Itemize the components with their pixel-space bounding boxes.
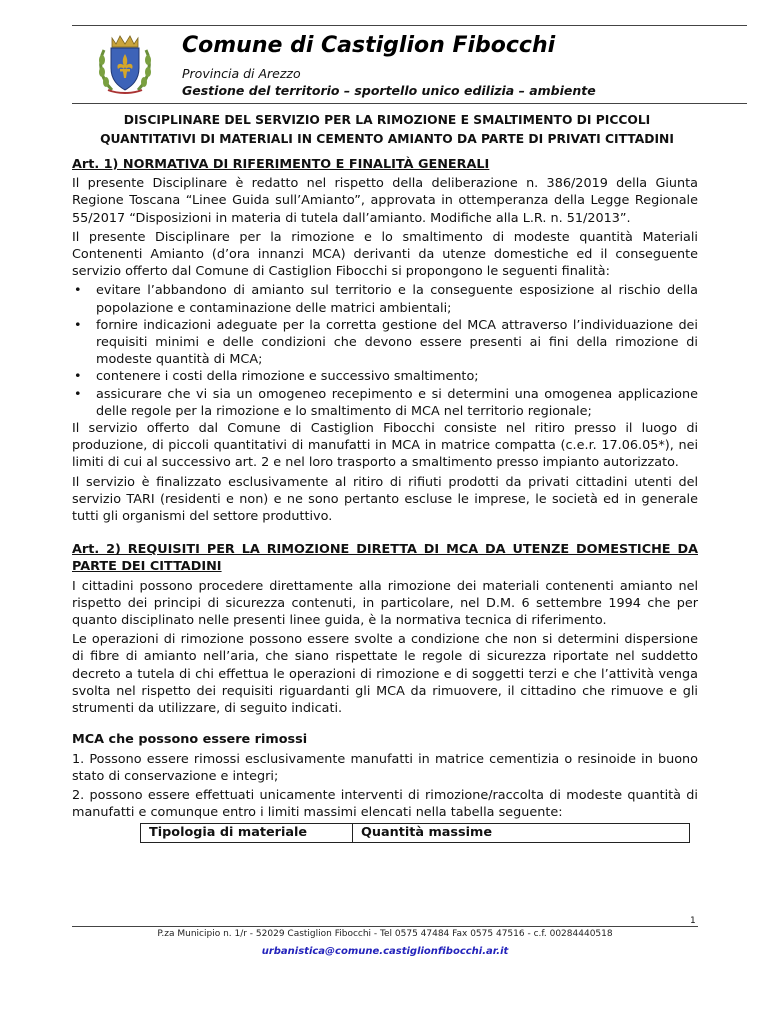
material-limits-table (140, 823, 690, 843)
list-item-text: fornire indicazioni adeguate per la corretta gestione del MCA attraverso l’individuazione dei requisiti minimi e delle condizioni che devono essere presenti ai fini della rimozione di modeste quantità di MCA; (96, 317, 698, 368)
header-bottom-rule (72, 103, 747, 104)
list-item (72, 282, 698, 316)
bullet-icon: • (74, 317, 82, 333)
header-top-rule (72, 25, 747, 26)
province-label: Provincia di Arezzo (182, 66, 301, 81)
footer-address: P.za Municipio n. 1/r - 52029 Castiglion Fibocchi - Tel 0575 47484 Fax 0575 47516 - c.f. 00284440518 (157, 929, 613, 939)
document-title-line-1: DISCIPLINARE DEL SERVIZIO PER LA RIMOZIONE E SMALTIMENTO DI PICCOLI (123, 113, 651, 127)
bullet-icon: • (74, 283, 82, 299)
spacer (72, 719, 698, 731)
list-item-text: evitare l’abbandono di amianto sul territorio e la conseguente esposizione al rischio della popolazione e contaminazione delle matrici ambientali; (96, 283, 698, 316)
spacer (72, 527, 698, 541)
document-title-line-2: QUANTITATIVI DI MATERIALI IN CEMENTO AMIANTO DA PARTE DI PRIVATI CITTADINI (100, 132, 674, 146)
article-1-goals-list (72, 282, 698, 420)
table-header-row (141, 824, 690, 843)
article-1-paragraph-2: Il presente Disciplinare per la rimozione e lo smaltimento di modeste quantità Materiali Contenenti Amianto (d’ora innanzi MCA) derivanti da utenze domestiche ed il conseguente servizio offerto dal Comune di Castiglion Fibocchi si propongono le seguenti finalità: (72, 229, 698, 280)
department-label: Gestione del territorio – sportello unico edilizia – ambiente (182, 83, 596, 98)
article-1-paragraph-4: Il servizio è finalizzato esclusivamente al ritiro di rifiuti prodotti da privati cittadini utenti del servizio TARI (residenti e non) e ne sono pertanto escluse le imprese, le società ed in generale tutti gli organismi del settore produttivo. (72, 474, 698, 525)
document-body (72, 156, 698, 843)
list-item-text: contenere i costi della rimozione e successivo smaltimento; (96, 369, 479, 385)
article-1-paragraph-3: Il servizio offerto dal Comune di Castiglion Fibocchi consiste nel ritiro presso il luogo di produzione, di piccoli quantitativi di manufatti in MCA in matrice compatta (c.e.r. 17.06.05*), nei limiti di cui al successivo art. 2 e nel loro trasporto a smaltimento presso impianto autorizzato. (72, 421, 698, 471)
bullet-icon: • (74, 369, 82, 385)
bullet-icon: • (74, 386, 82, 402)
article-2-paragraph-1: I cittadini possono procedere direttamente alla rimozione dei materiali contenenti amianto nel rispetto dei principi di sicurezza contenuti, in particolare, nel D.M. 6 settembre 1994 che per quanto disciplinato nelle presenti linee guida, è la normativa tecnica di riferimento. (72, 578, 698, 629)
mca-item-1: 1. Possono essere rimossi esclusivamente manufatti in matrice cementizia o resinoide in buono stato di conservazione e integri; (72, 751, 698, 784)
document-title (72, 111, 702, 149)
mca-item-2: 2. possono essere effettuati unicamente interventi di rimozione/raccolta di modeste quantità di manufatti e comunque entro i limiti massimi elencati nella tabella seguente: (72, 787, 698, 821)
footer-email-link[interactable]: urbanistica@comune.castiglionfibocchi.ar.it (261, 946, 509, 957)
footer-rule (72, 926, 698, 927)
page-number: 1 (690, 916, 696, 926)
article-1-heading: Art. 1) NORMATIVA DI RIFERIMENTO E FINALITÀ GENERALI (72, 157, 490, 172)
list-item-text: assicurare che vi sia un omogeneo recepimento e si determini una omogenea applicazione delle regole per la rimozione e lo smaltimento di MCA nel territorio regionale; (96, 386, 698, 419)
mca-removable-subheading: MCA che possono essere rimossi (72, 732, 308, 748)
article-1-paragraph-1: Il presente Disciplinare è redatto nel rispetto della deliberazione n. 386/2019 della Giunta Regione Toscana “Linee Guida sull’Amianto”, approvata in ottemperanza della Legge Regionale 55/2017 “Disposizioni in materia di tutela dall’amianto. Modifiche alla L.R. n. 51/2013”. (72, 176, 698, 226)
list-item (72, 317, 698, 369)
list-item (72, 368, 698, 385)
article-2-paragraph-2: Le operazioni di rimozione possono essere svolte a condizione che non si determini dispersione di fibre di amianto nell’aria, che siano rispettate le regole di sicurezza riportate nel suddetto decreto a tutela di chi effettua le operazioni di rimozione e di soggetti terzi e che l’attività venga svolta nel rispetto dei requisiti riguardanti gli MCA da rimuovere, il cittadino che rimuove e gli strumenti da utilizzare, di seguito indicati. (72, 632, 698, 717)
list-item (72, 386, 698, 420)
table-header-material-type: Tipologia di materiale (141, 824, 353, 843)
table-header-max-quantity: Quantità massime (353, 824, 690, 843)
article-2-heading: Art. 2) REQUISITI PER LA RIMOZIONE DIRETTA DI MCA DA UTENZE DOMESTICHE DA PARTE DEI CITTADINI (72, 542, 698, 575)
municipality-title: Comune di Castiglion Fibocchi (182, 33, 556, 58)
municipal-crest-icon (94, 32, 156, 96)
